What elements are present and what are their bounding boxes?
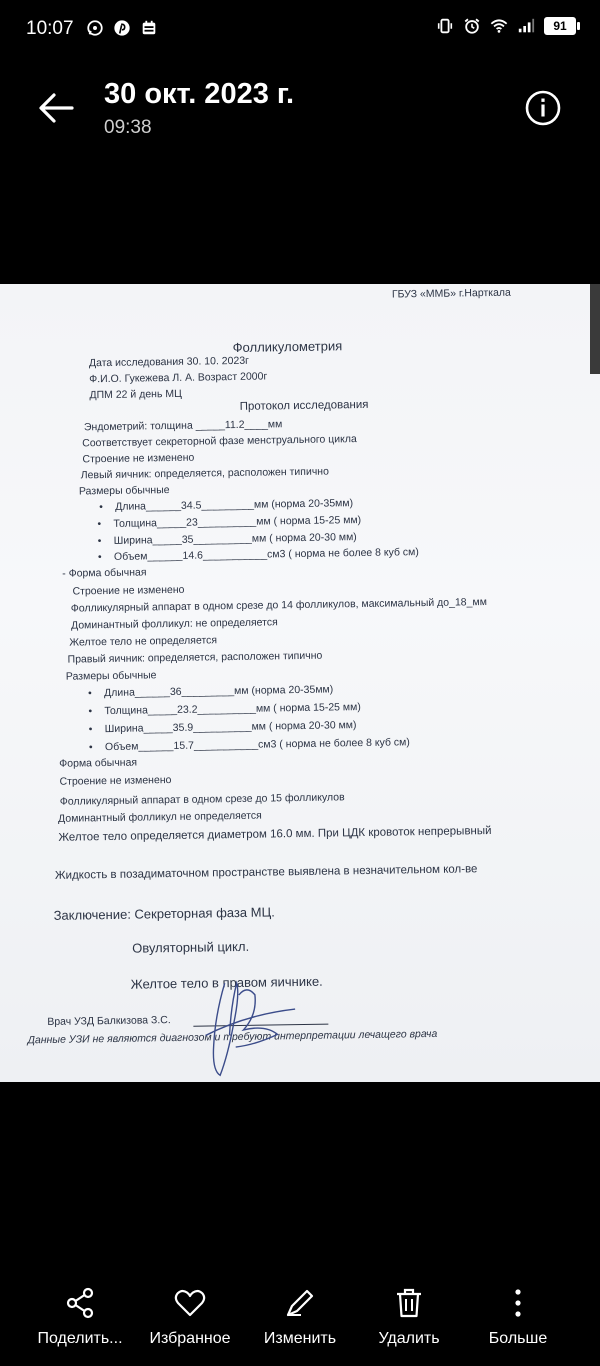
more-button[interactable]	[458, 1270, 578, 1366]
signal-icon	[517, 17, 535, 35]
notification-icons	[86, 19, 158, 37]
system-icons	[436, 17, 576, 35]
share-icon	[63, 1286, 97, 1320]
fio-line: Ф.И.О. Гукежева Л. А. Возраст 2000г	[89, 370, 268, 386]
handwritten-signature	[185, 974, 317, 1082]
left-corpus-line: Желтое тело не определяется	[69, 634, 218, 649]
right-thickness-line: • Толщина_____23.2__________мм ( норма 15-25 мм)	[104, 701, 361, 717]
endometrium-line: Эндометрий: толщина _____11.2____мм	[83, 418, 283, 434]
date-line: Дата исследования 30. 10. 2023г	[88, 354, 250, 370]
heart-icon	[173, 1286, 207, 1320]
left-width-line: • Ширина_____35__________мм ( норма 20-30 мм)	[114, 531, 357, 547]
left-length-line: • Длина______34.5_________мм (норма 20-35мм)	[115, 497, 353, 513]
photo-date: 30 окт. 2023 г.	[104, 78, 295, 110]
right-volume-line: • Объем______15.7___________см3 ( норма не более 8 куб см)	[105, 736, 410, 753]
info-icon[interactable]	[524, 89, 562, 127]
right-form-line: Форма обычная	[59, 756, 138, 770]
favorite-label: Избранное	[149, 1330, 231, 1347]
whatsapp-icon	[86, 19, 104, 37]
battery-icon	[544, 17, 576, 35]
trash-icon	[392, 1286, 426, 1320]
right-follicles-line: Фолликулярный аппарат в одном срезе до 15 фолликулов	[59, 791, 345, 808]
favorite-button[interactable]	[130, 1270, 250, 1366]
pencil-icon	[283, 1286, 317, 1320]
vibrate-icon	[436, 17, 454, 35]
conclusion-line-2: Овуляторный цикл.	[132, 938, 250, 956]
back-arrow-icon[interactable]	[34, 86, 78, 130]
more-vertical-icon	[501, 1286, 535, 1320]
conclusion-line-1: Заключение: Секреторная фаза МЦ.	[53, 904, 275, 923]
right-structure-line: Строение не изменено	[59, 774, 172, 788]
left-follicles-line: Фолликулярный аппарат в одном срезе до 14 фолликулов, максимальный до_18_мм	[70, 596, 487, 615]
left-sizes-line: Размеры обычные	[78, 484, 170, 498]
right-ovary-line: Правый яичник: определяется, расположен типично	[67, 649, 323, 666]
right-sizes-line: Размеры обычные	[65, 669, 157, 683]
endo-phase-line: Соответствует секреторной фазе менструального цикла	[82, 433, 357, 450]
fluid-line: Жидкость в позадиматочном пространстве выявлена в незначительном кол-ве	[54, 863, 478, 882]
pinterest-icon	[113, 19, 131, 37]
protocol-title: Протокол исследования	[239, 398, 369, 413]
org-name: ГБУЗ «ММБ» г.Нарткала	[391, 286, 511, 301]
left-volume-line: • Объем______14.6___________см3 ( норма не более 8 куб см)	[114, 546, 419, 563]
bottom-action-bar	[0, 1270, 600, 1366]
status-time: 10:07	[26, 18, 74, 39]
alarm-icon	[463, 17, 481, 35]
left-form-line: - Форма обычная	[62, 566, 147, 580]
right-dominant-line: Доминантный фолликул не определяется	[58, 809, 262, 825]
delete-label: Удалить	[378, 1330, 440, 1347]
photo-time: 09:38	[104, 117, 152, 138]
right-length-line: • Длина______36_________мм (норма 20-35мм)	[104, 683, 333, 699]
right-width-line: • Ширина_____35.9__________мм ( норма 20-30 мм)	[105, 719, 357, 735]
share-button[interactable]	[20, 1270, 140, 1366]
doc-title: Фолликулометрия	[232, 338, 343, 356]
wifi-icon	[490, 17, 508, 35]
endo-structure-line: Строение не изменено	[82, 451, 195, 466]
left-thickness-line: • Толщина_____23__________мм ( норма 15-25 мм)	[113, 514, 361, 530]
left-ovary-line: Левый яичник: определяется, расположен типично	[80, 465, 329, 482]
battery-level: 91	[553, 19, 567, 33]
document-page	[0, 284, 600, 1082]
right-corpus-line: Желтое тело определяется диаметром 16.0 мм. При ЦДК кровоток непрерывный	[58, 825, 492, 844]
delete-button[interactable]	[349, 1270, 469, 1366]
left-structure-line: Строение не изменено	[72, 583, 185, 598]
document-photo[interactable]	[0, 284, 600, 1082]
doctor-line: Врач УЗД Балкизова З.С.	[47, 1014, 171, 1029]
left-dominant-line: Доминантный фолликул: не определяется	[70, 616, 278, 632]
calendar-icon	[140, 19, 158, 37]
disclaimer-line: Данные УЗИ не являются диагнозом и требуют интерпретации лечащего врача	[27, 1027, 438, 1047]
status-bar	[0, 0, 600, 60]
edit-label: Изменить	[263, 1330, 337, 1347]
dpm-line: ДПМ 22 й день МЦ	[89, 387, 182, 402]
edit-button[interactable]	[240, 1270, 360, 1366]
share-label: Поделить...	[37, 1330, 123, 1347]
more-label: Больше	[488, 1330, 548, 1347]
conclusion-line-3: Желтое тело в правом яичнике.	[130, 973, 323, 992]
